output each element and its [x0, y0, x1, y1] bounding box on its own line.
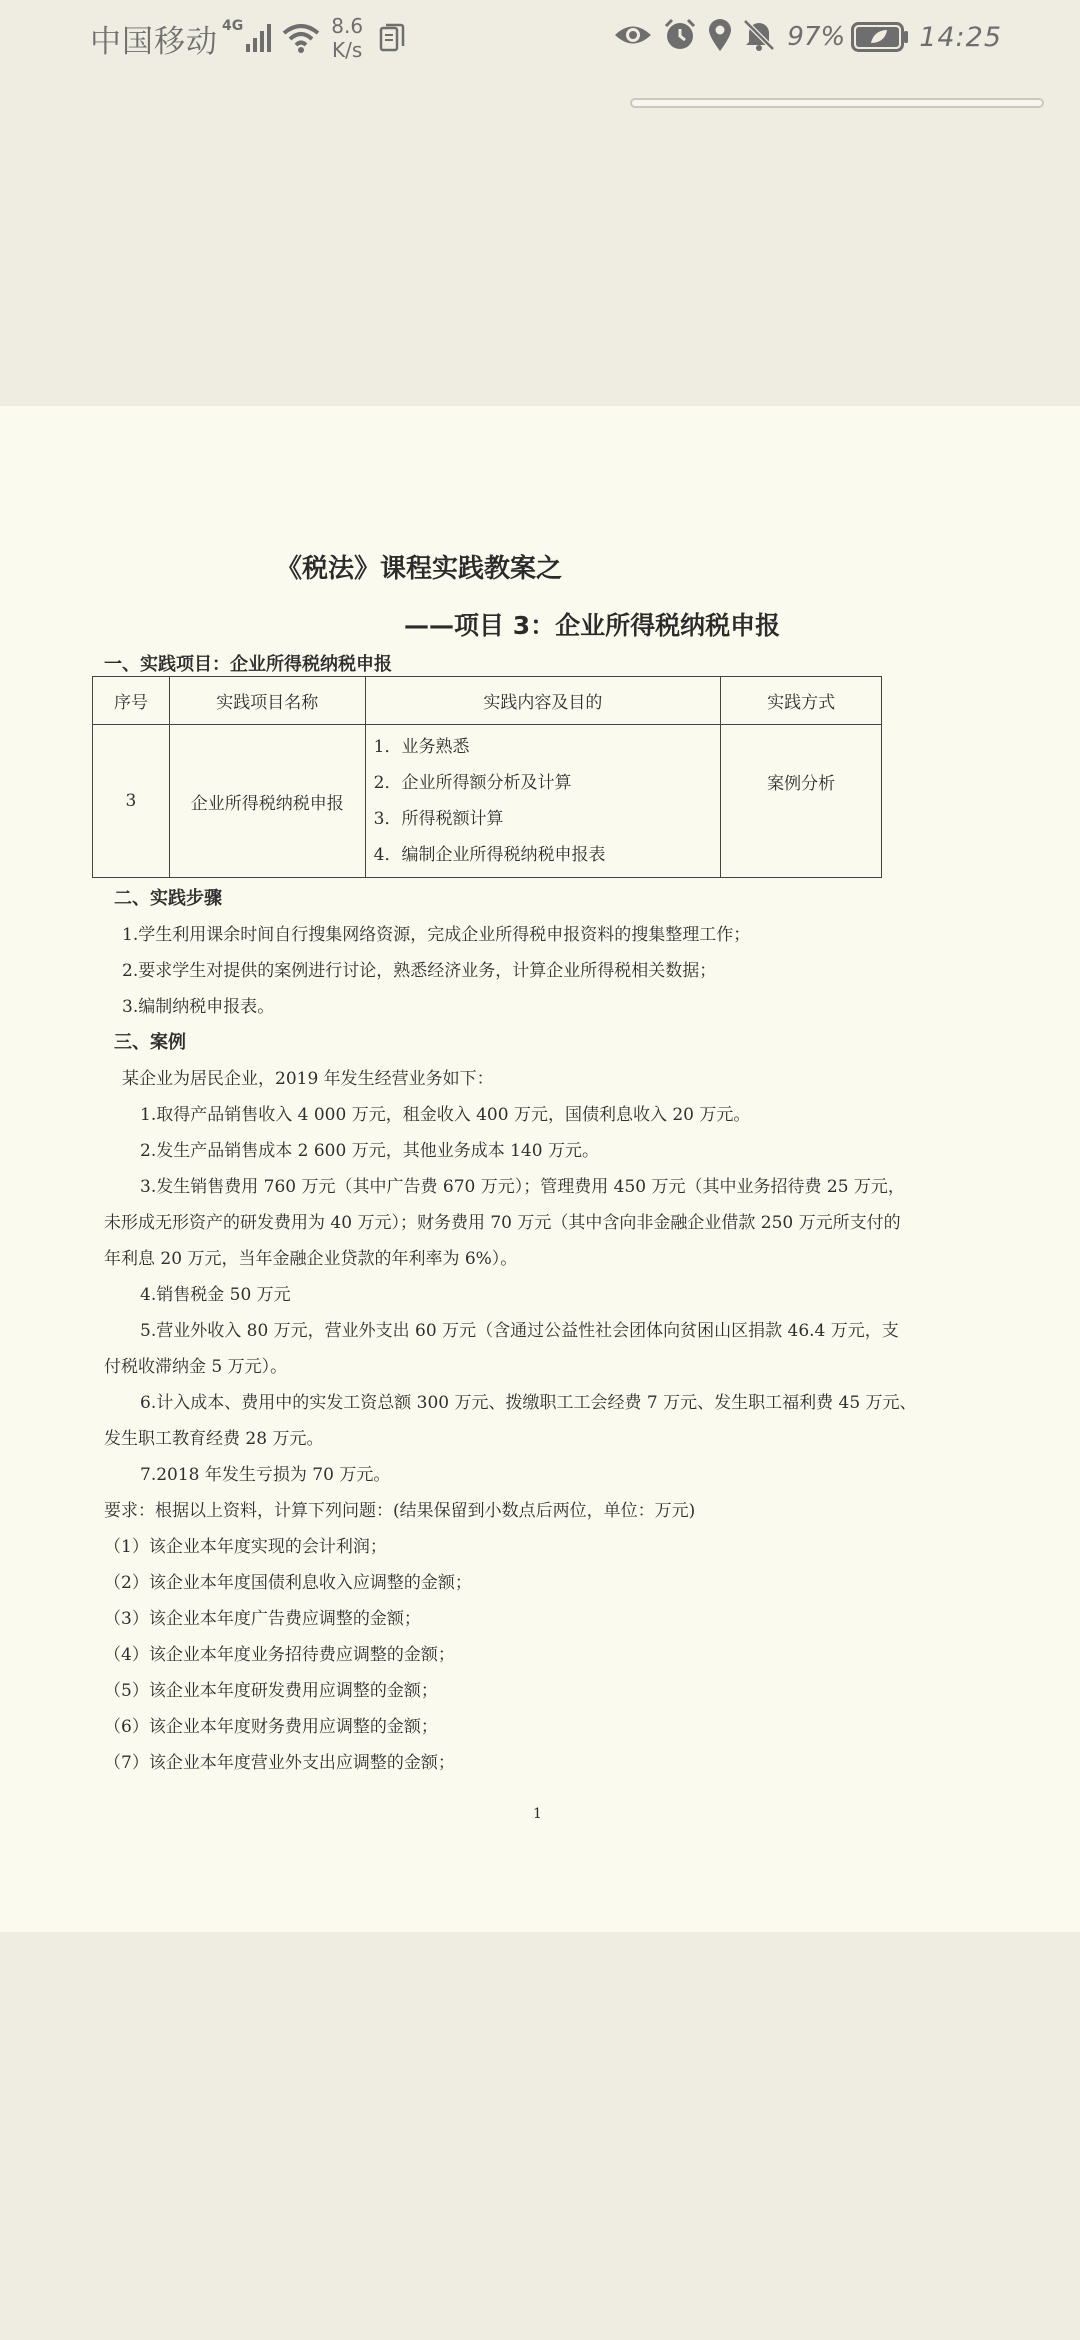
- section-heading-project: 一、实践项目：企业所得税纳税申报: [104, 654, 392, 675]
- document-page: [0, 406, 1080, 1932]
- question-item: （3）该企业本年度广告费应调整的金额；: [104, 1609, 421, 1629]
- table-row: [93, 725, 882, 878]
- table-header-cell: 实践方式: [721, 677, 882, 725]
- question-item: （5）该企业本年度研发费用应调整的金额；: [104, 1681, 438, 1701]
- question-item: （1）该企业本年度实现的会计利润；: [104, 1537, 387, 1557]
- battery-icon: [851, 22, 909, 52]
- table-cell-number: 3: [93, 725, 170, 878]
- case-line: 7.2018 年发生亏损为 70 万元。: [140, 1465, 391, 1485]
- question-item: （7）该企业本年度营业外支出应调整的金额；: [104, 1753, 455, 1773]
- case-line: 发生职工教育经费 28 万元。: [104, 1429, 324, 1449]
- document-subtitle: ——项目 3：企业所得税纳税申报: [404, 611, 781, 640]
- case-line: 1.取得产品销售收入 4 000 万元，租金收入 400 万元，国债利息收入 20 万元。: [140, 1105, 751, 1125]
- status-left: [90, 14, 405, 62]
- status-right: [613, 18, 1002, 56]
- document-title: 《税法》课程实践教案之: [276, 554, 563, 584]
- case-line: 4.销售税金 50 万元: [140, 1285, 291, 1305]
- eye-icon: [613, 20, 653, 54]
- requirement-text: 要求：根据以上资料，计算下列问题：(结果保留到小数点后两位，单位：万元): [104, 1501, 696, 1521]
- scroll-handle[interactable]: [630, 98, 1044, 108]
- table-header-cell: 序号: [93, 677, 170, 725]
- content-item: 3．所得税额计算: [373, 809, 504, 829]
- step-item: 1.学生利用课余时间自行搜集网络资源，完成企业所得税申报资料的搜集整理工作；: [122, 925, 751, 945]
- mute-icon: [743, 18, 775, 56]
- case-line: 2.发生产品销售成本 2 600 万元，其他业务成本 140 万元。: [140, 1141, 599, 1161]
- clock: 14:25: [919, 21, 1002, 53]
- project-table: [92, 676, 882, 878]
- question-item: （6）该企业本年度财务费用应调整的金额；: [104, 1717, 438, 1737]
- question-item: （2）该企业本年度国债利息收入应调整的金额；: [104, 1573, 472, 1593]
- case-line: 未形成无形资产的研发费用为 40 万元）；财务费用 70 万元（其中含向非金融企业借款 250 万元所支付的: [104, 1213, 901, 1233]
- case-line: 付税收滞纳金 5 万元）。: [104, 1357, 288, 1377]
- case-line: 3.发生销售费用 760 万元（其中广告费 670 万元）；管理费用 450 万元（其中业务招待费 25 万元，: [140, 1177, 905, 1197]
- network-type-label: 4G: [222, 18, 244, 34]
- section-heading-steps: 二、实践步骤: [114, 888, 222, 909]
- question-item: （4）该企业本年度业务招待费应调整的金额；: [104, 1645, 455, 1665]
- alarm-icon: [663, 18, 697, 56]
- content-item: 4．编制企业所得税纳税申报表: [373, 845, 606, 865]
- table-header-cell: 实践项目名称: [169, 677, 365, 725]
- status-bar: [0, 0, 1080, 84]
- step-item: 2.要求学生对提供的案例进行讨论，熟悉经济业务，计算企业所得税相关数据；: [122, 961, 717, 981]
- case-line: 年利息 20 万元，当年金融企业贷款的年利率为 6%）。: [104, 1249, 518, 1269]
- step-item: 3.编制纳税申报表。: [122, 997, 275, 1017]
- net-speed: [331, 14, 363, 62]
- content-item: 2．企业所得额分析及计算: [373, 773, 572, 793]
- table-header-row: [93, 677, 882, 725]
- table-cell-contents: [365, 725, 721, 878]
- net-speed-value: 8.6: [331, 14, 364, 38]
- case-line: 5.营业外收入 80 万元，营业外支出 60 万元（含通过公益性社会团体向贫困山区捐款 46.4 万元，支: [140, 1321, 899, 1341]
- copy-icon: [379, 22, 405, 54]
- section-heading-case: 三、案例: [114, 1032, 186, 1053]
- case-line: 某企业为居民企业，2019 年发生经营业务如下：: [122, 1069, 494, 1089]
- signal-icon: [245, 22, 273, 54]
- table-header-cell: 实践内容及目的: [365, 677, 721, 725]
- battery-percent: 97%: [787, 22, 846, 52]
- location-icon: [707, 18, 733, 56]
- page-number: 1: [533, 1806, 542, 1822]
- wifi-icon: [281, 22, 321, 54]
- case-line: 6.计入成本、费用中的实发工资总额 300 万元、拨缴职工工会经费 7 万元、发生职工福利费 45 万元、: [140, 1393, 917, 1413]
- net-speed-unit: K/s: [332, 38, 363, 62]
- table-cell-name: 企业所得税纳税申报: [169, 725, 365, 878]
- content-item: 1．业务熟悉: [373, 737, 470, 757]
- table-cell-method: 案例分析: [721, 725, 882, 878]
- carrier-name: 中国移动: [90, 23, 218, 60]
